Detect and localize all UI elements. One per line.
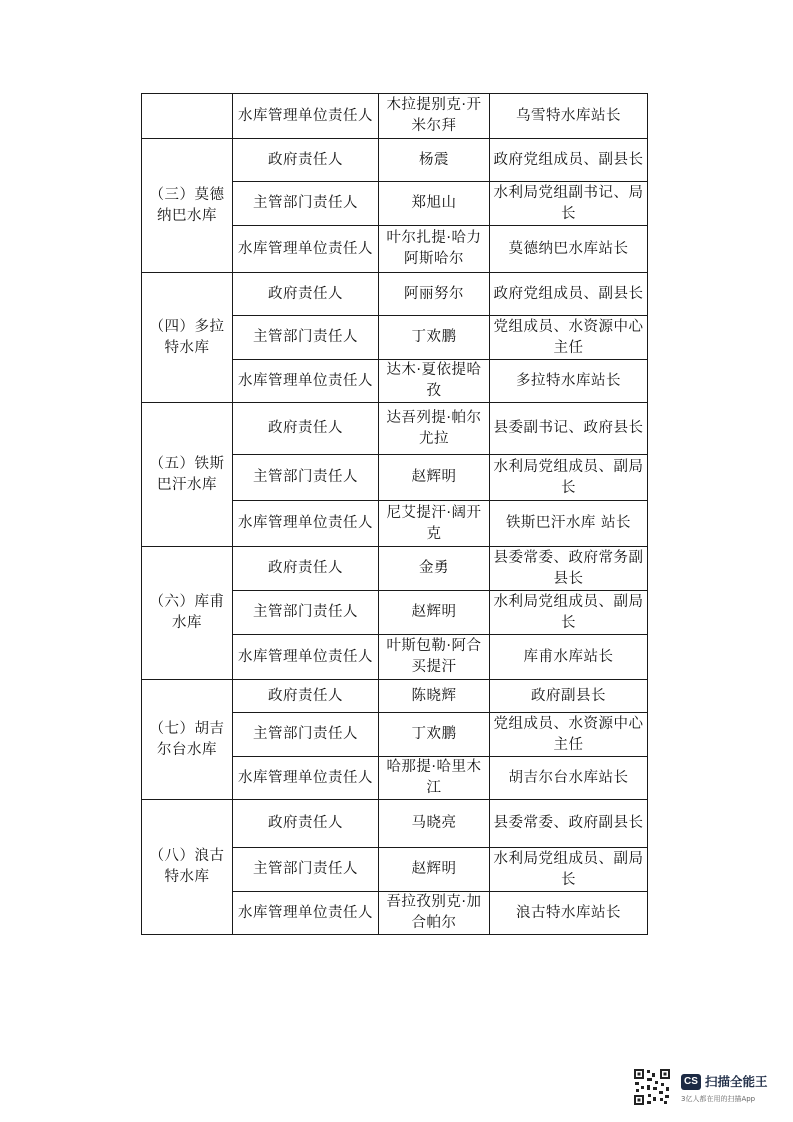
name-cell: 叶斯包勒·阿合买提汗 (379, 635, 490, 680)
name-cell: 阿丽努尔 (379, 273, 490, 316)
role-cell: 主管部门责任人 (233, 182, 379, 226)
name-cell: 赵辉明 (379, 848, 490, 892)
qr-code-icon (633, 1068, 671, 1106)
name-cell: 马晓亮 (379, 800, 490, 848)
table-row (142, 94, 648, 139)
title-cell: 乌雪特水库站长 (490, 94, 648, 139)
name-cell: 吾拉孜别克·加合帕尔 (379, 892, 490, 935)
title-cell: 铁斯巴汗水库 站长 (490, 501, 648, 547)
reservoir-group-cell: （六）库甫水库 (142, 547, 233, 680)
title-cell: 库甫水库站长 (490, 635, 648, 680)
role-cell: 水库管理单位责任人 (233, 94, 379, 139)
role-cell: 主管部门责任人 (233, 316, 379, 360)
name-cell: 达吾列提·帕尔尤拉 (379, 403, 490, 455)
role-cell: 水库管理单位责任人 (233, 757, 379, 800)
table-row (142, 273, 648, 316)
responsibility-table (141, 93, 648, 935)
scanner-tagline: 3亿人都在用的扫描App (681, 1095, 756, 1103)
name-cell: 木拉提别克·开米尔拜 (379, 94, 490, 139)
role-cell: 政府责任人 (233, 800, 379, 848)
title-cell: 党组成员、水资源中心主任 (490, 316, 648, 360)
name-cell: 尼艾提汗·阔开克 (379, 501, 490, 547)
role-cell: 水库管理单位责任人 (233, 892, 379, 935)
name-cell: 赵辉明 (379, 455, 490, 501)
role-cell: 水库管理单位责任人 (233, 226, 379, 273)
reservoir-group-cell: （四）多拉特水库 (142, 273, 233, 403)
role-cell: 政府责任人 (233, 680, 379, 713)
reservoir-group-cell: （七）胡吉尔台水库 (142, 680, 233, 800)
role-cell: 水库管理单位责任人 (233, 635, 379, 680)
title-cell: 县委常委、政府常务副县长 (490, 547, 648, 591)
role-cell: 政府责任人 (233, 139, 379, 182)
title-cell: 县委常委、政府副县长 (490, 800, 648, 848)
title-cell: 县委副书记、政府县长 (490, 403, 648, 455)
role-cell: 主管部门责任人 (233, 591, 379, 635)
name-cell: 丁欢鹏 (379, 713, 490, 757)
name-cell: 赵辉明 (379, 591, 490, 635)
group-cell (142, 94, 233, 139)
title-cell: 浪古特水库站长 (490, 892, 648, 935)
role-cell: 政府责任人 (233, 547, 379, 591)
role-cell: 政府责任人 (233, 273, 379, 316)
name-cell: 达木·夏依提哈孜 (379, 360, 490, 403)
scanner-logo-icon: CS (681, 1074, 701, 1090)
reservoir-group-cell: （五）铁斯巴汗水库 (142, 403, 233, 547)
scanner-brand-name: 扫描全能王 (705, 1074, 768, 1089)
title-cell: 多拉特水库站长 (490, 360, 648, 403)
role-cell: 主管部门责任人 (233, 713, 379, 757)
table-row (142, 139, 648, 182)
title-cell: 水利局党组成员、副局长 (490, 455, 648, 501)
title-cell: 水利局党组副书记、局长 (490, 182, 648, 226)
title-cell: 政府党组成员、副县长 (490, 273, 648, 316)
scanner-watermark (633, 1068, 783, 1108)
table-row (142, 800, 648, 848)
title-cell: 水利局党组成员、副局长 (490, 591, 648, 635)
reservoir-group-cell: （八）浪古特水库 (142, 800, 233, 935)
name-cell: 哈那提·哈里木江 (379, 757, 490, 800)
name-cell: 金勇 (379, 547, 490, 591)
title-cell: 水利局党组成员、副局长 (490, 848, 648, 892)
name-cell: 杨震 (379, 139, 490, 182)
role-cell: 水库管理单位责任人 (233, 360, 379, 403)
name-cell: 郑旭山 (379, 182, 490, 226)
reservoir-group-cell: （三）莫德纳巴水库 (142, 139, 233, 273)
title-cell: 胡吉尔台水库站长 (490, 757, 648, 800)
role-cell: 主管部门责任人 (233, 455, 379, 501)
role-cell: 主管部门责任人 (233, 848, 379, 892)
table-row (142, 680, 648, 713)
name-cell: 丁欢鹏 (379, 316, 490, 360)
title-cell: 政府党组成员、副县长 (490, 139, 648, 182)
table-row (142, 547, 648, 591)
title-cell: 莫德纳巴水库站长 (490, 226, 648, 273)
title-cell: 政府副县长 (490, 680, 648, 713)
role-cell: 政府责任人 (233, 403, 379, 455)
name-cell: 叶尔扎提·哈力阿斯哈尔 (379, 226, 490, 273)
table-row (142, 403, 648, 455)
role-cell: 水库管理单位责任人 (233, 501, 379, 547)
name-cell: 陈晓辉 (379, 680, 490, 713)
title-cell: 党组成员、水资源中心主任 (490, 713, 648, 757)
